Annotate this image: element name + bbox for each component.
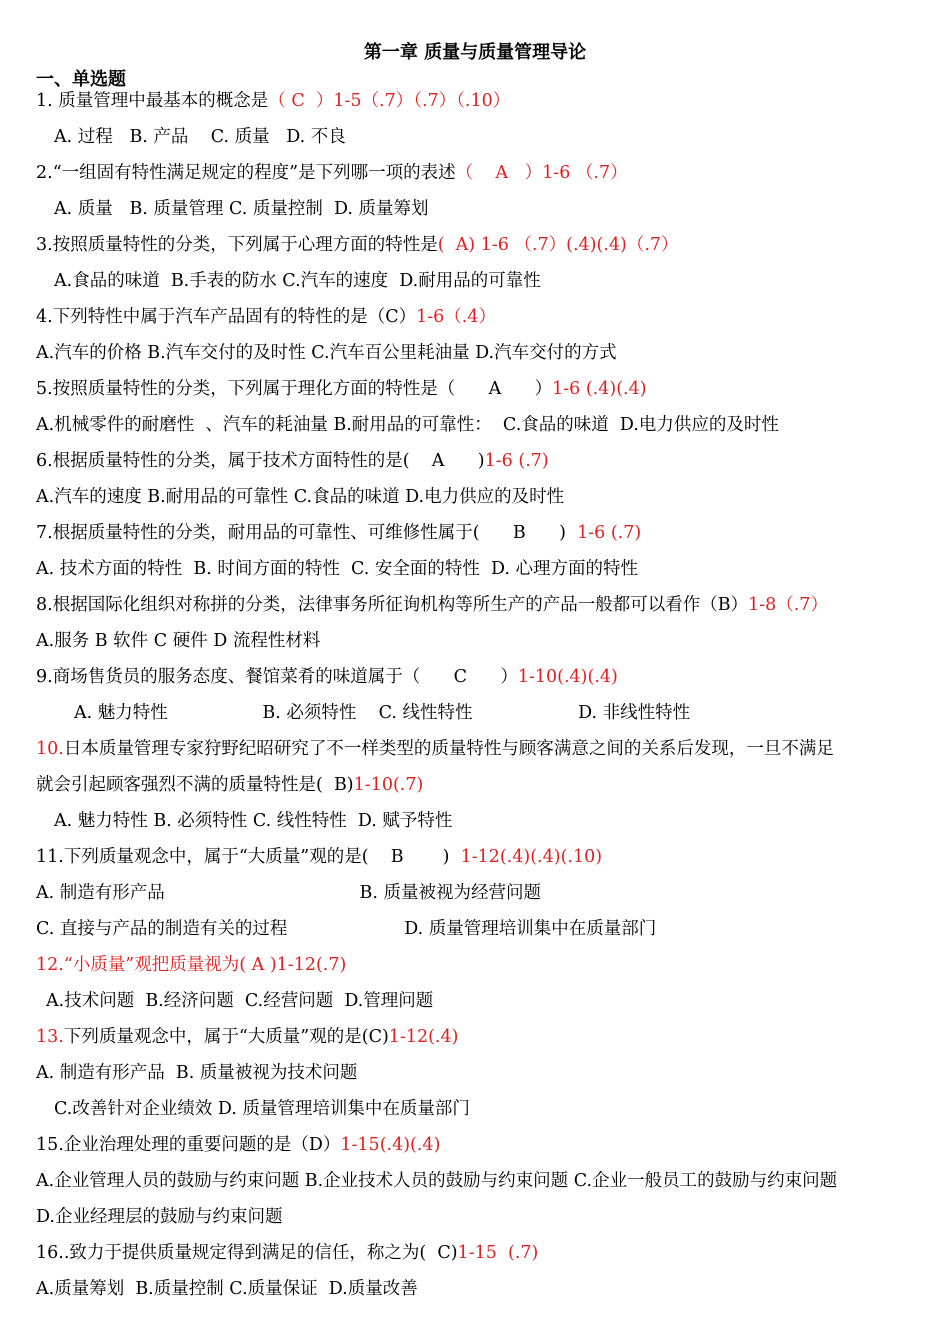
text-span: A. 质量 B. 质量管理 C. 质量控制 D. 质量筹划 [54,199,429,219]
text-line [74,702,690,724]
text-line [36,306,496,328]
text-span: 7.根据质量特性的分类，耐用品的可靠性、可维修性属于( B ) [36,523,578,543]
text-line [36,342,617,364]
text-line [36,738,834,760]
text-span: A.食品的味道 B.手表的防水 C.汽车的速度 D.耐用品的可靠性 [54,271,541,291]
text-line [36,774,423,796]
text-span: 6.根据质量特性的分类，属于技术方面特性的是( A ) [36,451,485,471]
section-heading: 一、单选题 [36,69,126,90]
text-line [36,882,541,904]
text-span: A.质量筹划 B.质量控制 C.质量保证 D.质量改善 [36,1279,418,1299]
text-span: 16..致力于提供质量规定得到满足的信任，称之为( C) [36,1243,458,1263]
text-span: A. 制造有形产品 B. 质量被视为经营问题 [36,883,541,903]
text-span: 15.企业治理处理的重要问题的是（D） [36,1135,341,1155]
text-line [36,378,647,400]
text-line [54,270,541,292]
text-span: A.汽车的价格 B.汽车交付的及时性 C.汽车百公里耗油量 D.汽车交付的方式 [36,343,617,363]
text-line [54,810,452,832]
text-line [36,450,549,472]
text-span: 4.下列特性中属于汽车产品固有的特性的是（C） [36,307,417,327]
text-span: A. 魅力特性 B. 必须特性 C. 线性特性 D. 赋予特性 [54,811,453,831]
answer-reference: （ A ）1-6 （.7） [455,163,628,183]
text-span: A. 技术方面的特性 B. 时间方面的特性 C. 安全面的特性 D. 心理方面的特性 [36,559,639,579]
text-span: 9.商场售货员的服务态度、餐馆菜肴的味道属于（ C ） [36,667,518,687]
text-line [36,1026,458,1048]
text-line [36,522,641,544]
text-line [36,1170,837,1192]
text-line [36,666,618,688]
answer-reference: 12.“小质量”观把质量视为( A )1-12(.7) [36,955,347,975]
answer-reference: 1-15(.4)(.4) [340,1135,441,1155]
answer-reference: 1-12(.4)(.4)(.10) [460,847,603,867]
text-line [46,990,433,1012]
text-line [36,486,564,508]
text-span: 11.下列质量观念中，属于“大质量”观的是( B ) [36,847,461,867]
text-line [36,414,779,436]
text-line [36,1242,538,1264]
text-line [36,918,656,940]
answer-reference: 1-10(.7) [353,775,424,795]
answer-reference: 1-10(.4)(.4) [517,667,618,687]
text-span: C. 直接与产品的制造有关的过程 D. 质量管理培训集中在质量部门 [36,919,657,939]
text-line [36,954,346,976]
text-span: 1. 质量管理中最基本的概念是 [36,91,269,111]
text-line [54,198,429,220]
text-line [36,234,679,256]
text-span: A.机械零件的耐磨性 、汽车的耗油量 B.耐用品的可靠性： C.食品的味道 D.电力供应的及时性 [36,415,779,435]
answer-reference: 1-6 (.4)(.4) [552,379,647,399]
chapter-title: 第一章 质量与质量管理导论 [363,42,587,63]
text-line [36,90,510,112]
text-line [36,1134,440,1156]
text-line [54,1098,470,1120]
text-line [36,1206,282,1228]
text-span: A. 制造有形产品 B. 质量被视为技术问题 [36,1063,358,1083]
text-line [36,162,628,184]
answer-reference: 1-6 (.7) [484,451,549,471]
answer-reference: 10. [36,739,64,759]
text-span: A.服务 B 软件 C 硬件 D 流程性材料 [36,631,321,651]
answer-reference: 1-8（.7） [748,595,828,615]
text-span: 8.根据国际化组织对称拼的分类，法律事务所征询机构等所生产的产品一般都可以看作（B） [36,595,749,615]
answer-reference: ( A) 1-6 （.7）(.4)(.4)（.7） [437,235,679,255]
text-span: A. 过程 B. 产品 C. 质量 D. 不良 [54,127,346,147]
text-line [36,594,828,616]
answer-reference: 1-15 (.7) [457,1243,539,1263]
text-line [36,558,638,580]
text-span: 5.按照质量特性的分类，下列属于理化方面的特性是（ A ） [36,379,553,399]
answer-reference: （ C ）1-5（.7）（.7）（.10） [268,91,511,111]
text-line [36,1062,357,1084]
text-span: A. 魅力特性 B. 必须特性 C. 线性特性 D. 非线性特性 [74,703,691,723]
text-span: C.改善针对企业绩效 D. 质量管理培训集中在质量部门 [54,1099,470,1119]
text-span: 下列质量观念中，属于“大质量”观的是(C) [63,1027,389,1047]
text-line [36,846,602,868]
text-span: 日本质量管理专家狩野纪昭研究了不一样类型的质量特性与顾客满意之间的关系后发现，一旦不满足 [63,739,834,759]
text-span: 3.按照质量特性的分类，下列属于心理方面的特性是 [36,235,438,255]
text-line [36,1278,418,1300]
text-line [36,630,320,652]
text-line [54,126,346,148]
text-span: D.企业经理层的鼓励与约束问题 [36,1207,283,1227]
text-span: A.技术问题 B.经济问题 C.经营问题 D.管理问题 [46,991,434,1011]
text-span: 2.“一组固有特性满足规定的程度”是下列哪一项的表述 [36,163,456,183]
text-span: A.汽车的速度 B.耐用品的可靠性 C.食品的味道 D.电力供应的及时性 [36,487,565,507]
text-span: A.企业管理人员的鼓励与约束问题 B.企业技术人员的鼓励与约束问题 C.企业一般员工的鼓励与约束问题 [36,1171,838,1191]
answer-reference: 13. [36,1027,64,1047]
answer-reference: 1-6 (.7) [577,523,642,543]
answer-reference: 1-12(.4) [388,1027,459,1047]
answer-reference: 1-6（.4） [416,307,496,327]
text-span: 就会引起顾客强烈不满的质量特性是( B) [36,775,354,795]
